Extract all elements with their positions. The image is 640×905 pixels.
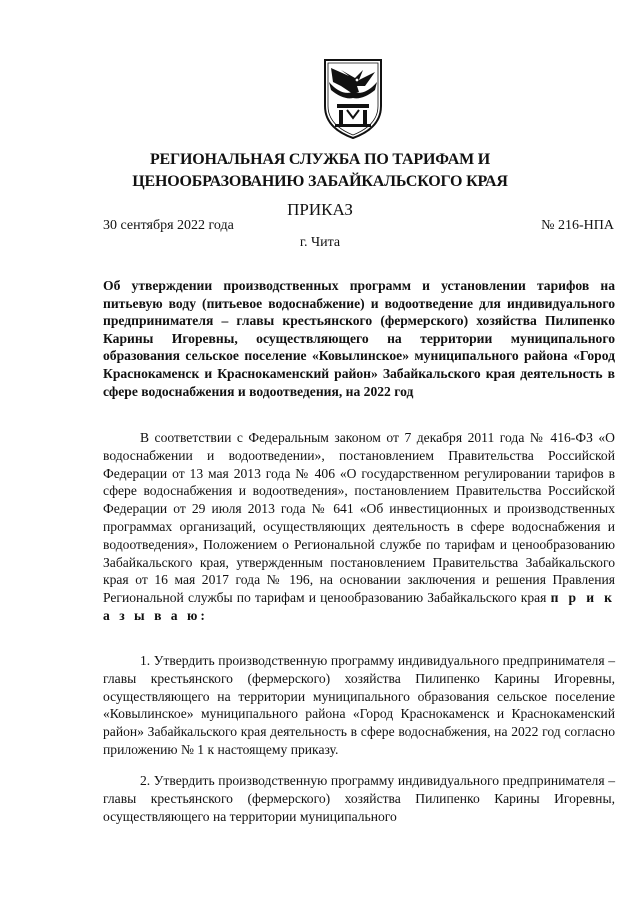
org-line-2: ЦЕНООБРАЗОВАНИЮ ЗАБАЙКАЛЬСКОГО КРАЯ xyxy=(132,173,508,190)
organization-name xyxy=(60,149,580,193)
order-item-2: 2. Утвердить производственную программу индивидуального предпринимателя – главы крестьянского (фермерского) хозяйства Пилипенко Карины Игоревны, осуществляющего на территории муниципального xyxy=(103,773,615,824)
order-date: 30 сентября 2022 года xyxy=(103,218,234,233)
order-subject: Об утверждении производственных программ и установлении тарифов на питьевую воду (питьевое водоснабжение) и водоотведение для индивидуального предпринимателя – главы крестьянского (фермерского) хозяйства Пилипенко Карины Игоревны, осуществляющего на территории муниципального образования сельское поселение «Ковылинское» муниципального района «Город Краснокаменск и Краснокаменский район» Забайкальского края деятельность в сфере водоснабжения и водоотведения, на 2022 год xyxy=(103,278,615,399)
order-number: № 216-НПА xyxy=(541,218,614,233)
order-city: г. Чита xyxy=(299,235,341,250)
preamble-text: В соответствии с Федеральным законом от 7 декабря 2011 года № 416-ФЗ «О водоснабжении и водоотведении», постановлением Правительства Российской Федерации от 13 мая 2013 года № 406 «О государственном регулировании тарифов в сфере водоснабжения и водоотведения», постановлением Правительства Российской Федерации от 29 июля 2013 года № 641 «Об инвестиционных и производственных программах организаций, осуществляющих деятельность в сфере водоснабжения и водоотведения», Положением о Региональной службе по тарифам и ценообразованию Забайкальского края, утвержденным постановлением Правительства Забайкальского края от 16 мая 2017 года № 196, на основании заключения и решения Правления Региональной службы по тарифам и ценообразованию Забайкальского края xyxy=(103,430,615,606)
order-item-1: 1. Утвердить производственную программу индивидуального предпринимателя – главы крестьянского (фермерского) хозяйства Пилипенко Карины Игоревны, осуществляющего на территории муниципального образования сельское поселение «Ковылинское» муниципального района «Город Краснокаменск и Краснокаменский район» Забайкальского края деятельность в сфере водоснабжения, на 2022 год согласно приложению № 1 к настоящему приказу. xyxy=(103,653,615,757)
coat-of-arms-emblem xyxy=(319,56,387,140)
order-word: п р и к а з ы в а ю: xyxy=(103,590,615,623)
org-line-1: РЕГИОНАЛЬНАЯ СЛУЖБА ПО ТАРИФАМ И xyxy=(149,151,491,168)
doc-type-title: ПРИКАЗ xyxy=(287,200,353,219)
preamble-paragraph xyxy=(103,429,615,625)
